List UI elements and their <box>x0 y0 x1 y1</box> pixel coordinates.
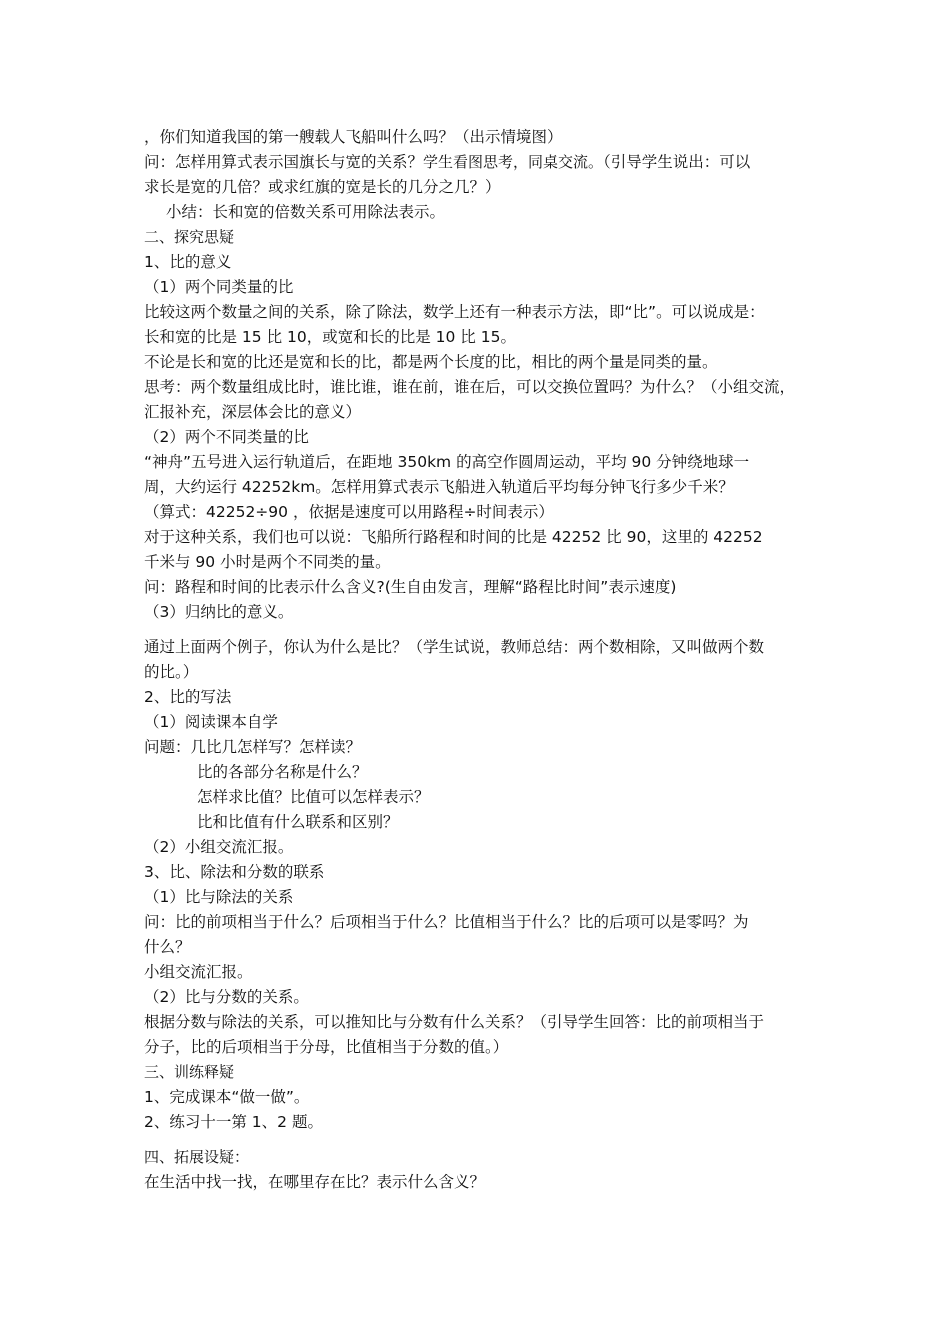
item-heading: （1）阅读课本自学 <box>144 713 278 731</box>
item-heading: （2）两个不同类量的比 <box>144 428 309 446</box>
text-line: 通过上面两个例子，你认为什么是比？（学生试说，教师总结：两个数相除，又叫做两个数 <box>144 638 765 656</box>
subsection-heading: 1、比的意义 <box>144 253 232 271</box>
text-line: 什么？ <box>144 938 191 956</box>
text-line: 比较这两个数量之间的关系，除了除法，数学上还有一种表示方法，即“比”。可以说成是： <box>144 303 765 321</box>
question-line: 比和比值有什么联系和区别？ <box>197 813 399 831</box>
text-line: 不论是长和宽的比还是宽和长的比，都是两个长度的比，相比的两个量是同类的量。 <box>144 353 718 371</box>
text-line: 思考：两个数量组成比时，谁比谁，谁在前，谁在后，可以交换位置吗？为什么？（小组交流， <box>144 378 796 396</box>
text-line: 1、完成课本“做一做”。 <box>144 1088 310 1106</box>
item-heading: （1）比与除法的关系 <box>144 888 294 906</box>
item-heading: （2）小组交流汇报。 <box>144 838 294 856</box>
text-line: 在生活中找一找，在哪里存在比？表示什么含义？ <box>144 1173 486 1191</box>
text-line: 对于这种关系，我们也可以说：飞船所行路程和时间的比是 42252 比 90，这里的 42252 <box>144 528 763 546</box>
text-segment: （引导学生说出：可以 <box>603 153 751 171</box>
text-line: 问：比的前项相当于什么？后项相当于什么？比值相当于什么？比的后项可以是零吗？为 <box>144 913 749 931</box>
text-line: 根据分数与除法的关系，可以推知比与分数有什么关系？（引导学生回答：比的前项相当于 <box>144 1013 765 1031</box>
question-line: 怎样求比值？比值可以怎样表示？ <box>197 788 430 806</box>
summary-line: 小结：长和宽的倍数关系可用除法表示。 <box>166 203 446 221</box>
subsection-heading: 3、比、除法和分数的联系 <box>144 863 325 881</box>
text-line: 分子，比的后项相当于分母，比值相当于分数的值。） <box>144 1038 509 1056</box>
section-heading: 三、训练释疑 <box>144 1063 235 1081</box>
question-line: 问题：几比几怎样写？怎样读？ <box>144 738 362 756</box>
text-line: 千米与 90 小时是两个不同类的量。 <box>144 553 391 571</box>
text-line: 求长是宽的几倍？或求红旗的宽是长的几分之几？） <box>144 178 501 196</box>
text-line: 汇报补充，深层体会比的意义） <box>144 403 362 421</box>
text-line: 问：路程和时间的比表示什么含义?(生自由发言，理解“路程比时间”表示速度) <box>144 578 677 596</box>
text-line: 2、练习十一第 1、2 题。 <box>144 1113 323 1131</box>
item-heading: （1）两个同类量的比 <box>144 278 294 296</box>
text-segment: 问：怎样用算式表示国旗长与宽的关系？ <box>144 153 424 171</box>
text-line: 的比。） <box>144 663 199 681</box>
item-heading: （3）归纳比的意义。 <box>144 603 294 621</box>
section-heading: 四、拓展设疑： <box>144 1148 250 1166</box>
text-line: “神舟”五号进入运行轨道后，在距地 350km 的高空作圆周运动，平均 90 分钟绕地球一 <box>144 453 750 471</box>
item-heading: （2）比与分数的关系。 <box>144 988 309 1006</box>
text-segment: 学生看图思考，同桌交流。 <box>423 153 604 171</box>
text-line: （算式：42252÷90 ，依据是速度可以用路程÷时间表示） <box>144 503 554 521</box>
text-line: ，你们知道我国的第一艘载人飞船叫什么吗？（出示情境图） <box>144 128 563 146</box>
text-line: 长和宽的比是 15 比 10，或宽和长的比是 10 比 15。 <box>144 328 516 346</box>
question-line: 比的各部分名称是什么？ <box>197 763 368 781</box>
subsection-heading: 2、比的写法 <box>144 688 232 706</box>
text-line: 小组交流汇报。 <box>144 963 253 981</box>
section-heading: 二、探究思疑 <box>144 228 235 246</box>
text-line: 周，大约运行 42252km。怎样用算式表示飞船进入轨道后平均每分钟飞行多少千米？ <box>144 478 734 496</box>
text-line <box>144 150 750 174</box>
